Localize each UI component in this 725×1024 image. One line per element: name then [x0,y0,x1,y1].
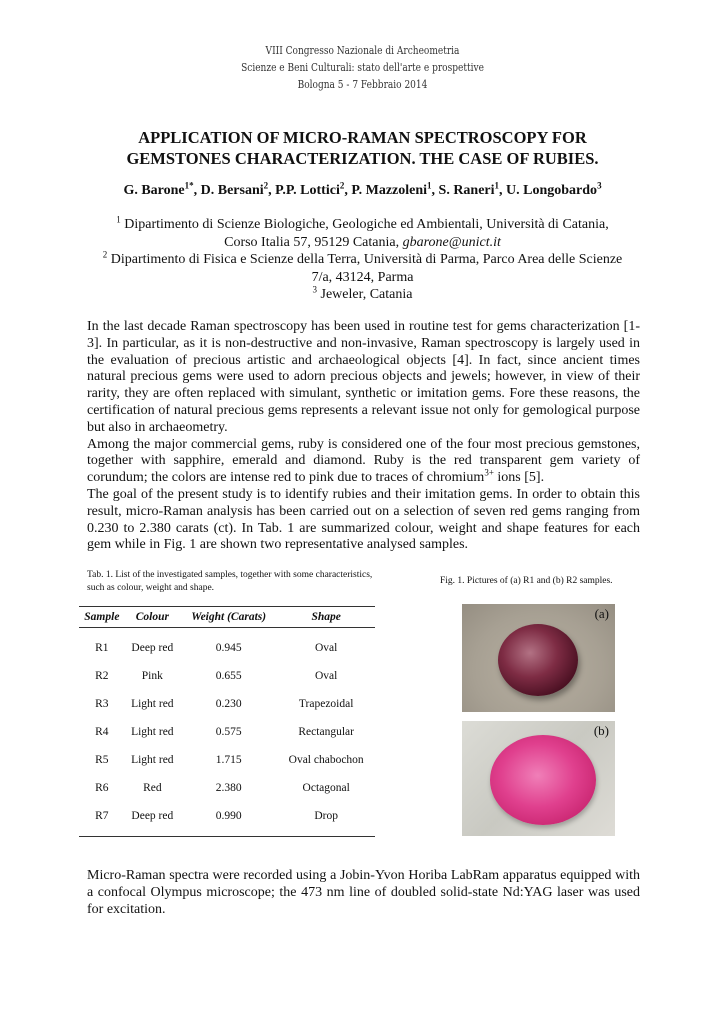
paragraph-text: ions [5]. [493,470,545,486]
affiliation-text: Jeweler, Catania [317,287,413,302]
conference-name: VIII Congresso Nazionale di Archeometria [265,44,460,57]
pink-gem-image [490,735,596,825]
affiliation-3 [100,286,625,304]
cell-weight: 1.715 [215,754,242,766]
author-name: P. Mazzoleni [351,183,428,198]
figure-photo-r2 [462,721,615,836]
cell-weight: 0.945 [215,642,242,654]
cell-weight: 2.380 [215,782,242,794]
author-list: G. Barone$^{1*}$, D. Bersani$^2$, P.P. Lottici$^2$, P. Mazzoleni$^1$, S. Raneri$^1$, U. Longobardo$^3$ [123,180,602,198]
paragraph: The goal of the present study is to identify rubies and their imitation gems. In order to obtain this result, micro-Raman analysis has been carried out on a selection of seven red gems ranging from 0.230 to 2.380 carats (ct). In Tab. 1 are summarized colour, weight and shape features for each gem while in Fig. 1 are shown two representative analysed samples. [87,486,640,553]
cell-shape: Trapezoidal [298,698,354,710]
cell-weight: 0.655 [215,670,242,682]
author-email: gbarone@unict.it [402,234,501,250]
figure-photo-r1 [462,604,615,712]
methods-body [87,867,640,918]
samples-table [79,606,375,837]
conference-dates: Bologna 5 - 7 Febbraio 2014 [297,78,428,91]
author-name: S. Raneri [438,183,495,198]
panel-label-b: (b) [593,723,609,738]
affiliation-2 [100,251,625,286]
table-row [79,718,375,746]
cell-sample: R4 [95,726,109,738]
table-row [79,690,375,718]
cell-shape: Octagonal [302,782,350,794]
author-name: G. Barone [123,183,185,198]
affiliations [100,216,625,304]
paragraph-text: Among the major commercial gems, ruby is considered one of the four most precious gemstones, together with sapphire, emerald and diamond. Ruby is the red transparent gem variety of corundum; the colors are intense red to pink due to traces of chromium [87,436,640,486]
affiliation-mark: 2 [102,249,108,260]
author-name: P.P. Lottici [275,183,340,198]
cell-sample: R1 [95,642,109,654]
cell-shape: Rectangular [298,726,354,738]
cell-weight: 0.990 [180,802,277,837]
paper-title [60,127,665,169]
paragraph: Micro-Raman spectra were recorded using a Jobin-Yvon Horiba LabRam apparatus equipped with a confocal Olympus microscope; the 473 nm line of doubled solid-state Nd:YAG laser was used for excitation. [87,868,640,917]
cell-shape: Oval chabochon [288,754,364,766]
cell-sample: R2 [95,670,109,682]
affiliation-1 [100,216,625,251]
author-affiliation-mark: 1 [427,180,432,191]
affiliation-mark: 1 [116,214,121,225]
header-sample: Sample [79,607,125,628]
affiliation-text: Dipartimento di Fisica e Scienze della Terra, Università di Parma, Parco Area delle Scienze 7/a, 43124, Parma [107,252,623,285]
header-colour: Colour [125,607,180,628]
table-row [79,774,375,802]
author-affiliation-mark: 2 [339,180,345,191]
ruby-gem-image [498,624,578,696]
cell-colour: Light red [131,754,174,766]
affiliation-mark: 3 [312,284,318,295]
figure-caption: Fig. 1. Pictures of (a) R1 and (b) R2 samples. [440,576,613,586]
table-row [79,628,375,663]
table-row [79,802,375,837]
author-affiliation-mark: 1 [494,180,500,191]
cell-colour: Deep red [125,802,180,837]
cell-colour: Deep red [131,642,174,654]
conference-subtitle: Scienze e Beni Culturali: stato dell'arte e prospettive [241,61,484,74]
header-shape: Shape [277,607,375,628]
chromium-charge: 3+ [484,467,494,478]
cell-colour: Pink [141,670,163,682]
cell-sample: R3 [95,698,109,710]
cell-colour: Red [143,782,162,794]
affiliation-text: Dipartimento di Scienze Biologiche, Geologiche ed Ambientali, Università di Catania, Corso Italia 57, 95129 Catania, [120,217,609,250]
cell-weight: 0.230 [215,698,242,710]
cell-shape: Drop [277,802,375,837]
abstract-body [87,319,640,554]
table-header-row [79,607,375,628]
title-line-2: GEMSTONES CHARACTERIZATION. THE CASE OF RUBIES. [126,149,599,168]
cell-shape: Oval [314,642,338,654]
author-name: U. Longobardo [506,183,598,198]
cell-weight: 0.575 [215,726,242,738]
cell-sample: R6 [95,782,109,794]
table-caption: Tab. 1. List of the investigated samples, together with some characteristics, such as colour, weight and shape. [87,570,373,593]
table-row [79,746,375,774]
panel-label-a: (a) [594,606,609,621]
cell-sample: R5 [95,754,109,766]
table-row [79,662,375,690]
author-name: D. Bersani [200,183,264,198]
header-weight: Weight (Carats) [180,607,277,628]
cell-colour: Light red [131,698,174,710]
cell-shape: Oval [314,670,338,682]
conference-header [0,42,725,93]
paragraph [87,437,640,487]
author-affiliation-mark: 1* [184,180,194,191]
title-line-1: APPLICATION OF MICRO-RAMAN SPECTROSCOPY FOR [138,128,587,147]
cell-colour: Light red [131,726,174,738]
cell-sample: R7 [79,802,125,837]
author-affiliation-mark: 3 [597,180,602,191]
paragraph: In the last decade Raman spectroscopy has been used in routine test for gems characterization [1-3]. In particular, as it is non-destructive and non-invasive, Raman spectroscopy is largely used in the evaluation of precious artistic and archaeological objects [4]. In fact, since ancient times natural precious gems were used to adorn precious objects and jewels; however, in view of their rarity, they are often replaced with simulant, synthetic or imitation gems. Fore these reasons, the certification of natural precious gems represents a relevant issue not only for gemological purpose but also in archaeometry. [87,319,640,435]
author-affiliation-mark: 2 [263,180,269,191]
